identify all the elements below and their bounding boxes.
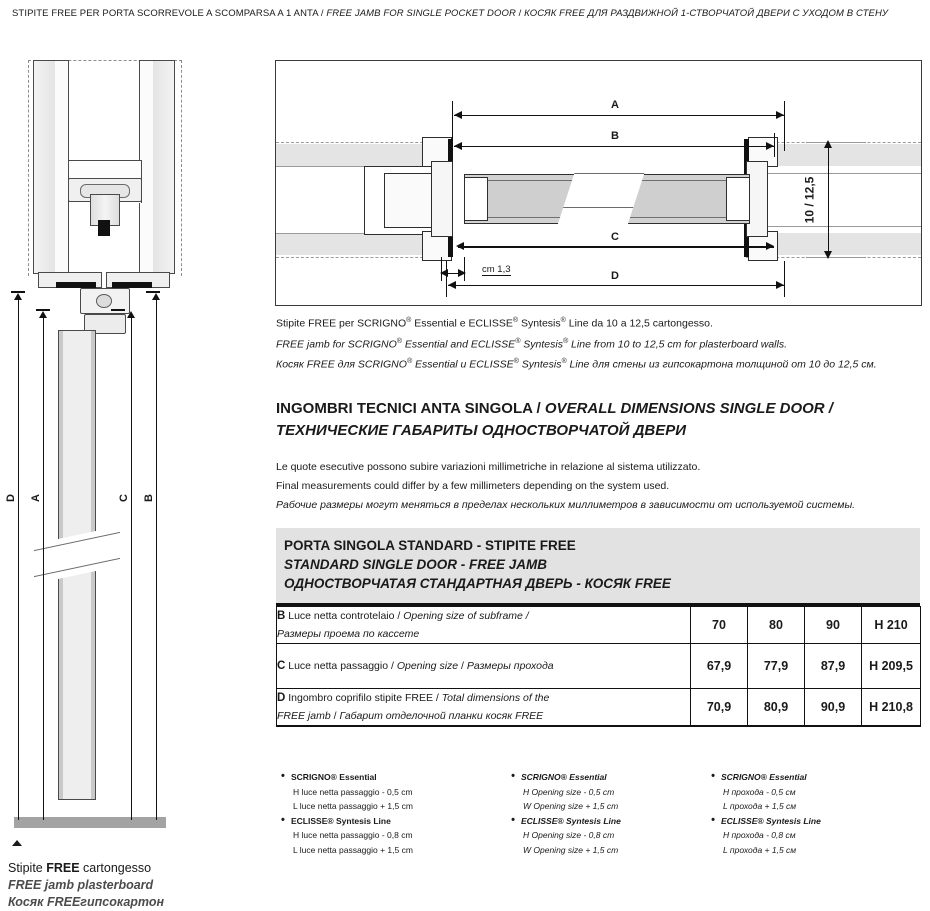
dim-B-line-h (454, 146, 774, 147)
row-C-desc-it: Luce netta passaggio / (288, 660, 397, 672)
reg-mark-icon: ® (396, 337, 402, 345)
technical-drawing-panel (275, 60, 922, 306)
table-header-block (276, 528, 920, 606)
row-B-key: B (277, 610, 286, 622)
note-ru: Рабочие размеры могут меняться в пределах нескольких миллиметров в зависимости от используемой системы. (276, 499, 856, 511)
tech-caption-en-c: Syntesis (520, 338, 563, 350)
page-title-ru: КОСЯК FREE ДЛЯ РАЗДВИЖНОЙ 1-СТВОРЧАТОЙ ДВЕРИ С УХОДОМ В СТЕНУ (524, 8, 889, 19)
footnote-line: L прохода + 1,5 см (723, 801, 797, 811)
pocket-cassette-left-inner (384, 173, 438, 228)
left-caption-en: FREE jamb plasterboard (8, 878, 154, 892)
footnote-title: • ECLISSE® Syntesis Line (511, 814, 711, 829)
dim-C-arrow-right (766, 242, 774, 250)
thickness-arrow-top (824, 140, 832, 148)
row-D-value-90: 90,9 (805, 689, 862, 727)
footnote-column-en (511, 770, 711, 857)
table-row (277, 689, 921, 727)
row-B-value-80: 80 (748, 607, 805, 644)
tech-caption-it-b: Essential e ECLISSE (411, 317, 513, 330)
dim-label-B: B (142, 494, 155, 502)
jamb-head-assembly (28, 60, 180, 330)
technical-drawing-caption (276, 312, 920, 374)
row-C-value-70: 67,9 (691, 644, 748, 689)
row-D-description (277, 689, 691, 727)
thickness-dim-line (828, 147, 829, 251)
dim-D-line (18, 300, 19, 820)
reg-mark-icon: ® (560, 317, 566, 324)
tech-caption-en-b: Essential and ECLISSE (401, 338, 516, 350)
dim-cm13-arrow-right (458, 269, 466, 277)
leaf-end-left (464, 177, 488, 221)
dimensions-table (276, 528, 920, 727)
hanger-bolt-stem (98, 220, 110, 236)
row-D-key: D (277, 692, 286, 704)
dim-label-A: A (29, 494, 42, 502)
thickness-arrow-bottom (824, 251, 832, 259)
row-D-value-70: 70,9 (691, 689, 748, 727)
reg-mark-icon: ® (406, 358, 413, 365)
row-B-value-70: 70 (691, 607, 748, 644)
reg-mark-icon: ® (513, 358, 519, 365)
row-B-value-h: H 210 (862, 607, 921, 644)
reg-mark-icon: ® (561, 358, 567, 365)
tech-caption-it-d: Line da 10 a 12,5 cartongesso. (565, 317, 713, 330)
thickness-ext-top (806, 142, 866, 143)
tech-caption-ru-a: Косяк FREE для SCRIGNO (276, 358, 407, 371)
dim-D-arrow-left (448, 281, 456, 289)
section-heading (276, 398, 920, 442)
dim-D-ext-left (446, 261, 447, 297)
dim-B-arrow (152, 293, 160, 300)
plasterboard-right (151, 60, 175, 274)
footnote-line: L luce netta passaggio + 1,5 cm (293, 844, 413, 855)
row-D-value-h: H 210,8 (862, 689, 921, 727)
footnote-line: H прохода - 0,5 см (723, 786, 796, 797)
tech-caption-en (276, 333, 920, 354)
reg-mark-icon: ® (515, 337, 521, 345)
table-header-it: PORTA SINGOLA STANDARD - STIPITE FREE (284, 538, 576, 553)
table-body (276, 606, 921, 727)
row-B-desc-en: Opening size of subframe / (403, 610, 529, 622)
dim-label-D: D (4, 494, 17, 502)
page-title-sep1: / (318, 8, 327, 19)
note-it: Le quote esecutive possono subire variazioni millimetriche in relazione al sistema utilizzato. (276, 461, 701, 473)
left-drawing-caption (8, 860, 248, 911)
dim-label-cm13: cm 1,3 (482, 264, 511, 275)
footnote-title: • ECLISSE® Syntesis Line (711, 814, 916, 829)
dim-B-line (156, 300, 157, 820)
leaf-break-symbol (554, 161, 649, 237)
dim-D-line-h (448, 285, 784, 286)
measurement-note (276, 458, 920, 515)
note-en: Final measurements could differ by a few millimeters depending on the system used. (276, 480, 670, 492)
footnote-line: H Opening size - 0,8 cm (523, 830, 615, 840)
dim-label-A-h: A (607, 99, 623, 111)
dim-label-wall-thickness: 10 / 12,5 (802, 176, 817, 224)
reg-mark-icon: ® (562, 337, 569, 345)
dim-label-B-h: B (607, 130, 623, 142)
dim-A-ext-right (784, 101, 785, 151)
dim-B-arrow-left (454, 142, 462, 150)
tech-caption-it-c: Syntesis (518, 317, 561, 330)
jamb-body-left (431, 161, 453, 237)
tech-caption-it (276, 312, 920, 333)
tech-caption-en-a: FREE jamb for SCRIGNO (276, 338, 397, 350)
row-C-value-90: 87,9 (805, 644, 862, 689)
footnote-column-ru (711, 770, 916, 857)
footnote-title: • ECLISSE® Syntesis Line (281, 814, 496, 829)
dim-A-line-h (454, 115, 784, 116)
leaf-end-right (726, 177, 750, 221)
main-content-column (275, 0, 922, 873)
row-C-value-80: 77,9 (748, 644, 805, 689)
dim-A-line (43, 318, 44, 820)
section-heading-line1 (276, 398, 920, 420)
page-title-sep2: / (515, 8, 525, 19)
jamb-vertical-section-drawing (0, 55, 235, 770)
section-heading-ru: ТЕХНИЧЕСКИЕ ГАБАРИТЫ ОДНОСТВОРЧАТОЙ ДВЕРИ (276, 422, 687, 439)
footnote-line: H Opening size - 0,5 cm (523, 786, 615, 797)
dim-D-ext-right (784, 261, 785, 297)
dim-A-arrow-left (454, 111, 462, 119)
dim-C-line (131, 318, 132, 820)
dim-A-arrow-right (776, 111, 784, 119)
footnote-line: H luce netta passaggio - 0,5 cm (293, 786, 413, 797)
row-D-desc-ru: Габарит отделочной планки косяк FREE (339, 710, 544, 722)
reg-mark-icon: ® (512, 317, 519, 324)
pocket-line-right-upper (766, 173, 921, 174)
footnote-title: • SCRIGNO® Essential (711, 770, 916, 785)
cavity-left (55, 60, 69, 274)
tech-caption-ru-d: Line для стены из гипсокартона толщиной от 10 до 12,5 см. (566, 358, 877, 371)
footnote-line: L luce netta passaggio + 1,5 cm (293, 801, 413, 811)
tech-caption-ru-b: Essential и ECLISSE (412, 358, 514, 371)
row-C-desc-ru: Размеры прохода (466, 660, 554, 672)
reg-mark-icon: ® (406, 317, 412, 324)
row-C-description (277, 644, 691, 689)
footnote-title: • SCRIGNO® Essential (281, 770, 496, 785)
page-title-it: STIPITE FREE PER PORTA SCORREVOLE A SCOMPARSA A 1 ANTA (12, 8, 319, 19)
left-caption-ru: Косяк FREEгипсокартон (8, 895, 165, 909)
table-row (277, 644, 921, 689)
thickness-ext-bottom (806, 257, 866, 258)
dim-D-arrow-right (776, 281, 784, 289)
footnote-title: • SCRIGNO® Essential (511, 770, 711, 785)
section-heading-en: OVERALL DIMENSIONS SINGLE DOOR / (544, 400, 833, 417)
left-drawing-column (0, 55, 260, 909)
row-C-value-h: H 209,5 (862, 644, 921, 689)
dim-label-C: C (117, 494, 130, 502)
floor-line (14, 817, 166, 828)
left-caption-it-bold: FREE (46, 861, 80, 875)
tech-caption-ru (276, 353, 920, 374)
pocket-line-right-lower (766, 226, 921, 227)
row-B-description (277, 607, 691, 644)
tech-caption-en-d: Line from 10 to 12,5 cm for plasterboard walls. (568, 338, 787, 350)
dim-D-arrow (14, 293, 22, 300)
section-heading-it: INGOMBRI TECNICI ANTA SINGOLA / (276, 400, 545, 417)
plasterboard-left (33, 60, 57, 274)
row-C-desc-en: Opening size (396, 660, 459, 672)
row-B-desc-it: Luce netta controtelaio / (288, 610, 404, 622)
left-caption-it-post: cartongesso (79, 861, 152, 875)
footnote-line: L прохода + 1,5 см (723, 844, 797, 855)
row-B-desc-ru: Размеры проема по кассете (277, 628, 420, 640)
table-header-en: STANDARD SINGLE DOOR - FREE JAMB (284, 557, 548, 572)
footnote-line: W Opening size + 1,5 cm (523, 844, 619, 855)
left-caption-it-pre: Stipite (8, 861, 47, 875)
footnote-line: H прохода - 0,8 см (723, 830, 796, 840)
row-C-key: C (277, 660, 286, 672)
footnotes (275, 770, 922, 870)
table-row (277, 607, 921, 644)
tech-caption-it-a: Stipite FREE per SCRIGNO (276, 317, 407, 330)
dim-C-line-h (458, 246, 774, 248)
left-caption-it (8, 860, 248, 877)
row-D-desc-sep: / (330, 710, 340, 722)
dim-C-cap (111, 309, 125, 311)
dim-B-ext-right (774, 133, 775, 157)
dim-label-D-h: D (607, 270, 623, 282)
dim-C-arrow-left (456, 242, 464, 250)
page-title-en: FREE JAMB FOR SINGLE POCKET DOOR (326, 8, 516, 19)
table-header-ru: ОДНОСТВОРЧАТАЯ СТАНДАРТНАЯ ДВЕРЬ - КОСЯК FREE (284, 576, 671, 591)
footnote-line: W Opening size + 1,5 cm (523, 801, 619, 811)
row-D-value-80: 80,9 (748, 689, 805, 727)
dim-A-arrow (39, 311, 47, 318)
dim-label-C-h: C (607, 231, 623, 243)
row-D-desc-en: Total dimensions of the (441, 692, 550, 704)
row-D-desc-it: Ingombro coprifilo stipite FREE / (288, 692, 442, 704)
row-B-value-90: 90 (805, 607, 862, 644)
tech-caption-ru-c: Syntesis (518, 358, 562, 371)
floor-level-marker (12, 840, 22, 846)
footnote-line: H luce netta passaggio - 0,8 cm (293, 830, 413, 840)
footnote-column-it (281, 770, 496, 857)
dim-B-ext-left (452, 133, 453, 157)
row-D-desc-en2: FREE jamb (277, 710, 331, 722)
dim-C-arrow (127, 311, 135, 318)
roller-wheel (96, 294, 112, 308)
dim-B-arrow-right (766, 142, 774, 150)
row-C-desc-sep: / (458, 660, 467, 672)
